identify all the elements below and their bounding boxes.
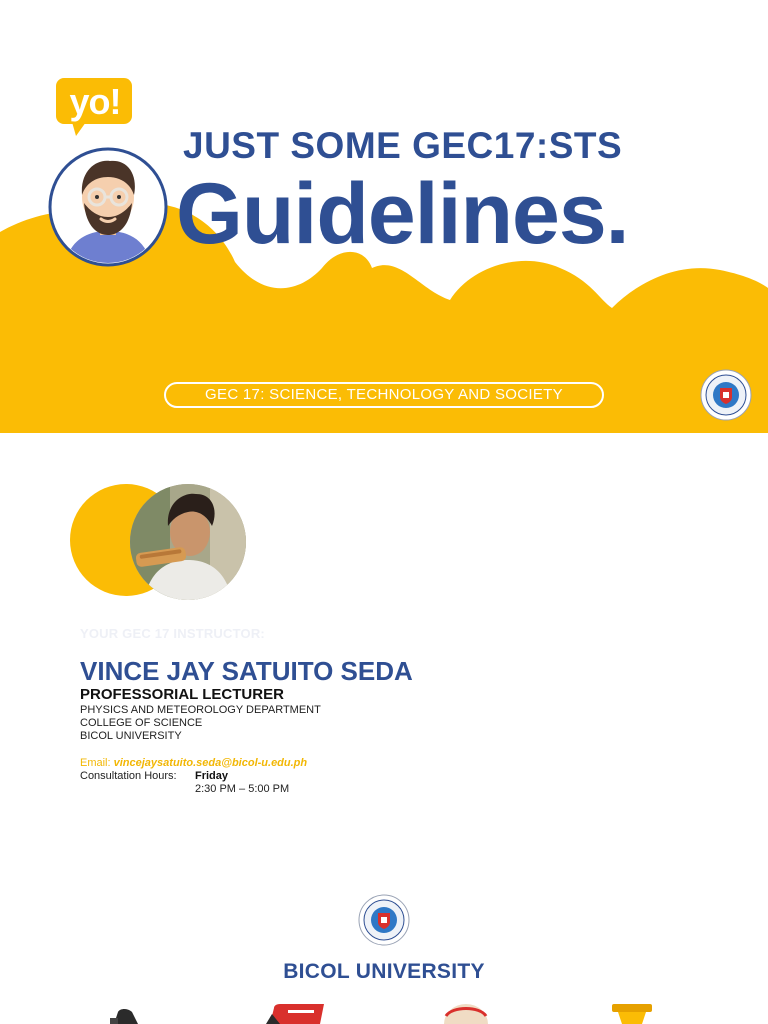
bust-statue-icon <box>438 1000 494 1024</box>
email-row <box>80 756 400 770</box>
trophy-icon <box>604 1000 660 1024</box>
email-label: Email: <box>80 757 111 769</box>
consultation-label: Consultation Hours: <box>80 770 177 782</box>
university-seal-icon <box>700 369 752 421</box>
cartoon-avatar <box>46 145 170 269</box>
yo-badge-text: yo! <box>69 81 121 122</box>
footer-university-name: BICOL UNIVERSITY <box>283 960 485 983</box>
university-seal-icon <box>358 894 410 946</box>
consultation-time: 2:30 PM – 5:00 PM <box>195 783 290 795</box>
instructor-department: PHYSICS AND METEOROLOGY DEPARTMENT <box>80 704 321 716</box>
instructor-label: YOUR GEC 17 INSTRUCTOR: <box>80 626 265 641</box>
instructor-name: VINCE JAY SATUITO SEDA <box>80 656 413 686</box>
instructor-university: BICOL UNIVERSITY <box>80 730 182 742</box>
header-subtitle: JUST SOME GEC17:STS <box>183 125 623 166</box>
email-link[interactable]: vincejaysatuito.seda@bicol-u.edu.ph <box>113 757 308 769</box>
page-title: Guidelines. <box>176 166 629 262</box>
instructor-position: PROFESSORIAL LECTURER <box>80 686 284 703</box>
instructor-photo <box>130 484 246 600</box>
consultation-day: Friday <box>195 770 229 782</box>
instructor-college: COLLEGE OF SCIENCE <box>80 717 203 729</box>
book-icon <box>266 1000 328 1024</box>
course-title-pill: GEC 17: SCIENCE, TECHNOLOGY AND SOCIETY <box>164 382 604 408</box>
telescope-icon <box>108 1000 148 1024</box>
header-banner <box>0 0 768 433</box>
